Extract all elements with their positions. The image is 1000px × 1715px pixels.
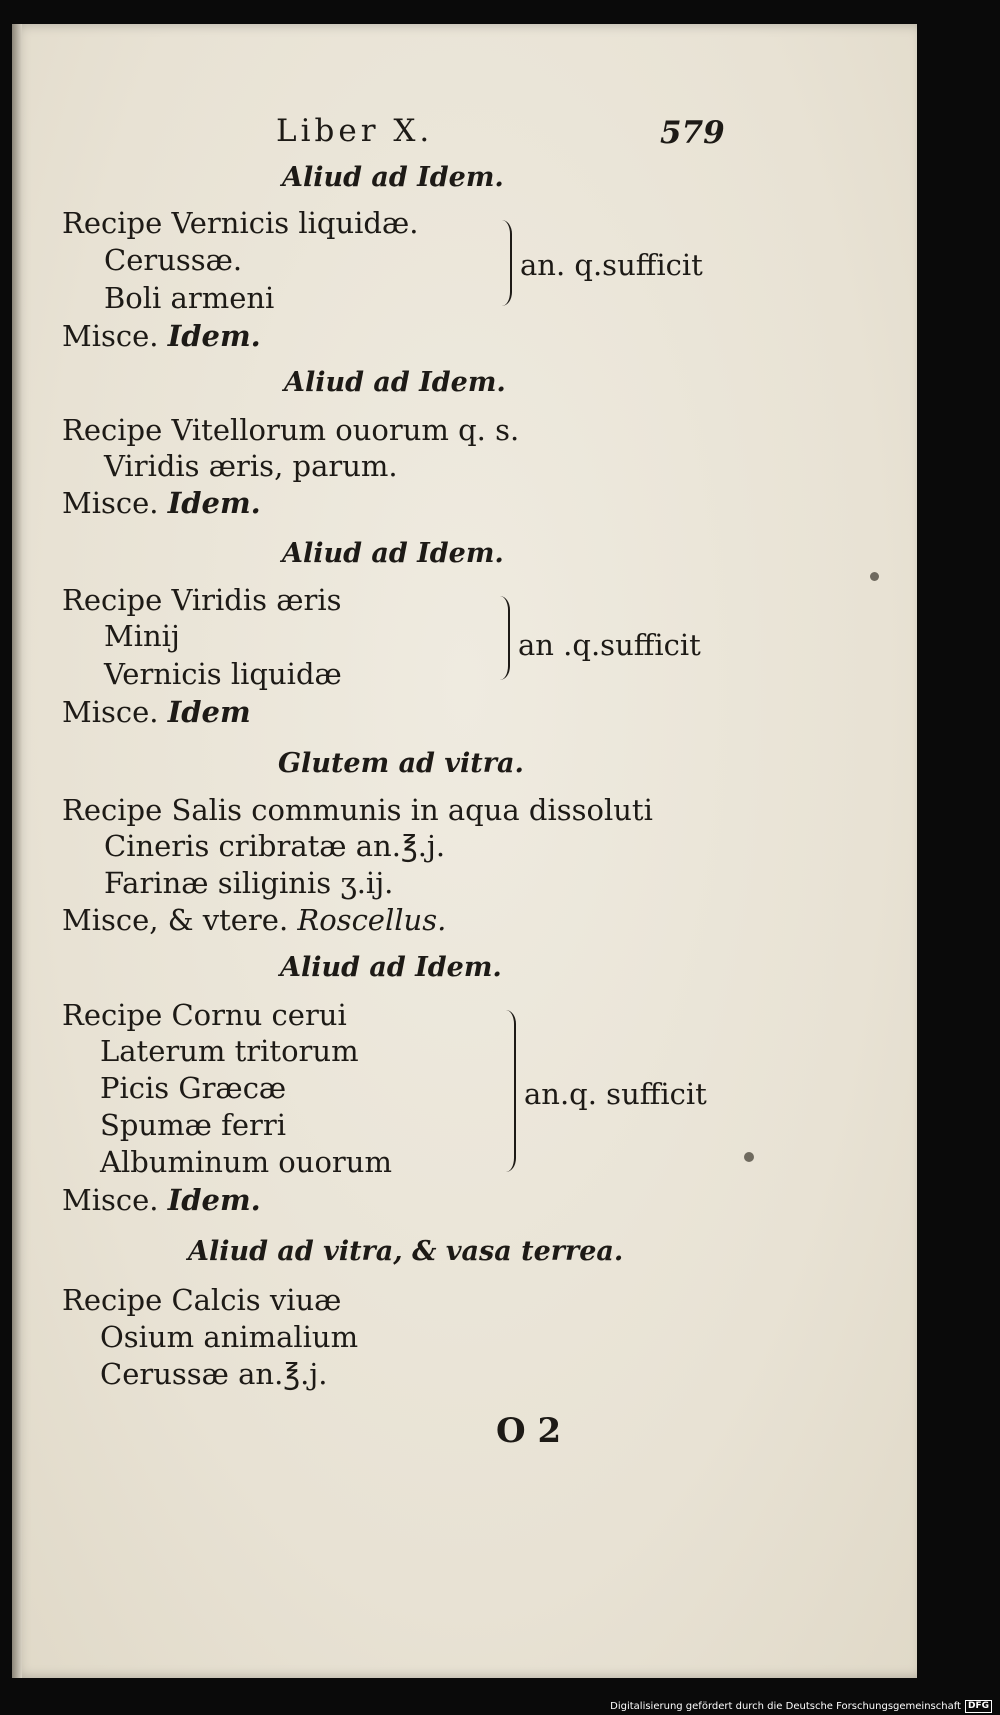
signature-mark: O 2 [496,1411,562,1451]
credit-text: Digitalisierung gefördert durch die Deutsche Forschungsgemeinschaft [610,1701,961,1712]
recipe-line: Laterum tritorum [100,1034,359,1068]
recipe-closing: Misce, & vtere. Roscellus. [62,903,447,937]
recipe-line: Cineris cribratæ an.℥.j. [104,829,446,863]
page-spine-shadow [12,24,22,1678]
recipe-line: Albuminum ouorum [100,1145,392,1179]
recipe-closing: Misce. Idem. [62,486,261,520]
recipe-line: Recipe Cornu cerui [62,998,347,1032]
bracket [500,596,510,680]
recipe-line: Vernicis liquidæ [104,657,342,691]
recipe-line: Spumæ ferri [100,1108,286,1142]
recipe-line: Recipe Vernicis liquidæ. [62,206,419,240]
dfg-logo-icon: DFG [965,1700,992,1713]
recipe-closing: Misce. Idem. [62,1183,261,1217]
bracket [502,220,512,306]
recipe-line: Minij [104,619,180,653]
recipe-heading: Aliud ad Idem. [282,162,504,193]
recipe-heading: Aliud ad Idem. [280,952,502,983]
paper-speck [744,1152,754,1162]
page-number: 579 [660,115,725,151]
bracket [506,1010,516,1172]
running-title: Liber X. [276,113,434,149]
paper-speck [870,572,879,581]
bracket-note: an .q.sufficit [518,628,701,662]
recipe-heading: Aliud ad Idem. [284,367,506,398]
recipe-line: Cerussæ an.℥.j. [100,1357,328,1391]
recipe-line: Recipe Vitellorum ouorum q. s. [62,413,520,447]
recipe-line: Recipe Viridis æris [62,583,342,617]
recipe-line: Boli armeni [104,281,275,315]
recipe-line: Osium animalium [100,1320,359,1354]
digitization-credit [610,1700,992,1713]
recipe-heading: Glutem ad vitra. [278,748,524,779]
recipe-heading: Aliud ad Idem. [282,538,504,569]
recipe-closing: Misce. Idem [62,695,251,729]
recipe-line: Recipe Salis communis in aqua dissoluti [62,793,653,827]
recipe-line: Picis Græcæ [100,1071,287,1105]
recipe-line: Recipe Calcis viuæ [62,1283,342,1317]
recipe-heading: Aliud ad vitra, & vasa terrea. [188,1236,624,1267]
bracket-note: an.q. sufficit [524,1077,707,1111]
recipe-closing: Misce. Idem. [62,319,261,353]
recipe-line: Cerussæ. [104,243,243,277]
book-page [12,24,917,1678]
recipe-line: Viridis æris, parum. [104,449,398,483]
bracket-note: an. q.sufficit [520,248,703,282]
recipe-line: Farinæ siliginis ʒ.ij. [104,866,394,900]
